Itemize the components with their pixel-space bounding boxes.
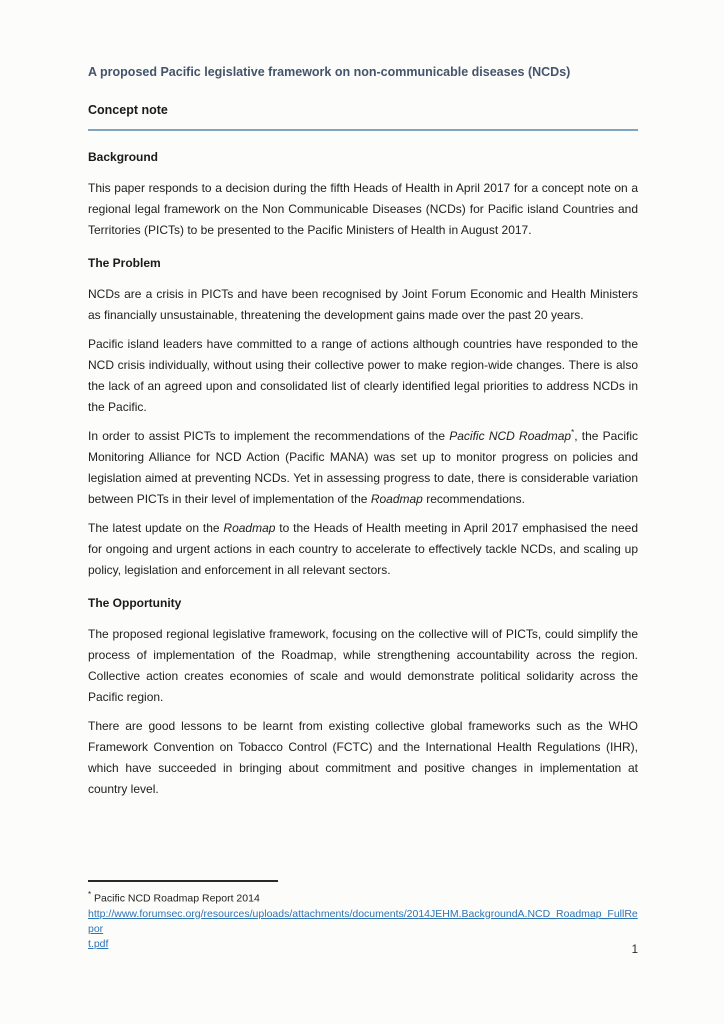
paragraph: This paper responds to a decision during the fifth Heads of Health in April 2017 for a concept note on a regional legal framework on the Non Communicable Diseases (NCDs) for Pacific island Countries and Territories (PICTs) to be presented to the Pacific Ministers of Health in August 2017. — [88, 181, 638, 237]
footnote — [88, 880, 638, 952]
subtitle-block — [88, 102, 638, 127]
subtitle-divider — [88, 129, 638, 131]
section-heading: The Problem — [88, 256, 161, 270]
section-the-problem — [88, 255, 638, 581]
paragraph: Pacific island leaders have committed to a range of actions although countries have responded to the NCD crisis individually, without using their collective power to make region-wide changes. There is also the lack of an agreed upon and consolidated list of clearly identified legal priorities to address NCDs in the Pacific. — [88, 337, 638, 414]
section-heading: Background — [88, 150, 159, 164]
paragraph: The latest update on the Roadmap to the Heads of Health meeting in April 2017 emphasised the need for ongoing and urgent actions in each country to accelerate to effectively tackle NCDs, and scaling up policy, legislation and enforcement in all relevant sectors. — [88, 521, 639, 577]
footnote-label: Pacific NCD Roadmap Report 2014 — [94, 892, 260, 905]
footnote-url-line1: http://www.forumsec.org/resources/uploads/attachments/documents/2014JEHM.BackgroundA.NCD_Roadmap_FullRepor — [88, 907, 638, 935]
paragraph: The proposed regional legislative framework, focusing on the collective will of PICTs, could simplify the process of implementation of the Roadmap, while strengthening accountability across the region. Collective action creates economies of scale and would demonstrate political solidarity across the Pacific region. — [88, 627, 638, 704]
paragraph: NCDs are a crisis in PICTs and have been recognised by Joint Forum Economic and Health Ministers as financially unsustainable, threatening the development gains made over the past 20 years. — [88, 287, 638, 322]
paragraph: In order to assist PICTs to implement the recommendations of the Pacific NCD Roadmap*, the Pacific Monitoring Alliance for NCD Action (Pacific MANA) was set up to monitor progress on policies and legislation aimed at preventing NCDs. Yet in assessing progress to date, there is considerable variation between PICTs in their level of implementation of the Roadmap recommendations. — [88, 428, 639, 506]
section-background — [88, 149, 638, 241]
footnote-marker: * — [88, 890, 92, 899]
section-heading: The Opportunity — [88, 596, 182, 610]
footnote-url-link[interactable] — [88, 907, 638, 952]
paragraph: There are good lessons to be learnt from existing collective global frameworks such as the WHO Framework Convention on Tobacco Control (FCTC) and the International Health Regulations (IHR), which have succeeded in bringing about commitment and positive changes in implementation at country level. — [88, 719, 638, 796]
footnote-url-line2: t.pdf — [88, 937, 109, 950]
document-content — [88, 64, 638, 808]
concept-note-heading: Concept note — [88, 103, 168, 117]
footnote-text — [88, 887, 638, 907]
section-the-opportunity — [88, 595, 638, 800]
footnote-divider — [88, 880, 278, 882]
document-title: A proposed Pacific legislative framework on non-communicable diseases (NCDs) — [88, 65, 571, 79]
page-number: 1 — [631, 944, 638, 956]
